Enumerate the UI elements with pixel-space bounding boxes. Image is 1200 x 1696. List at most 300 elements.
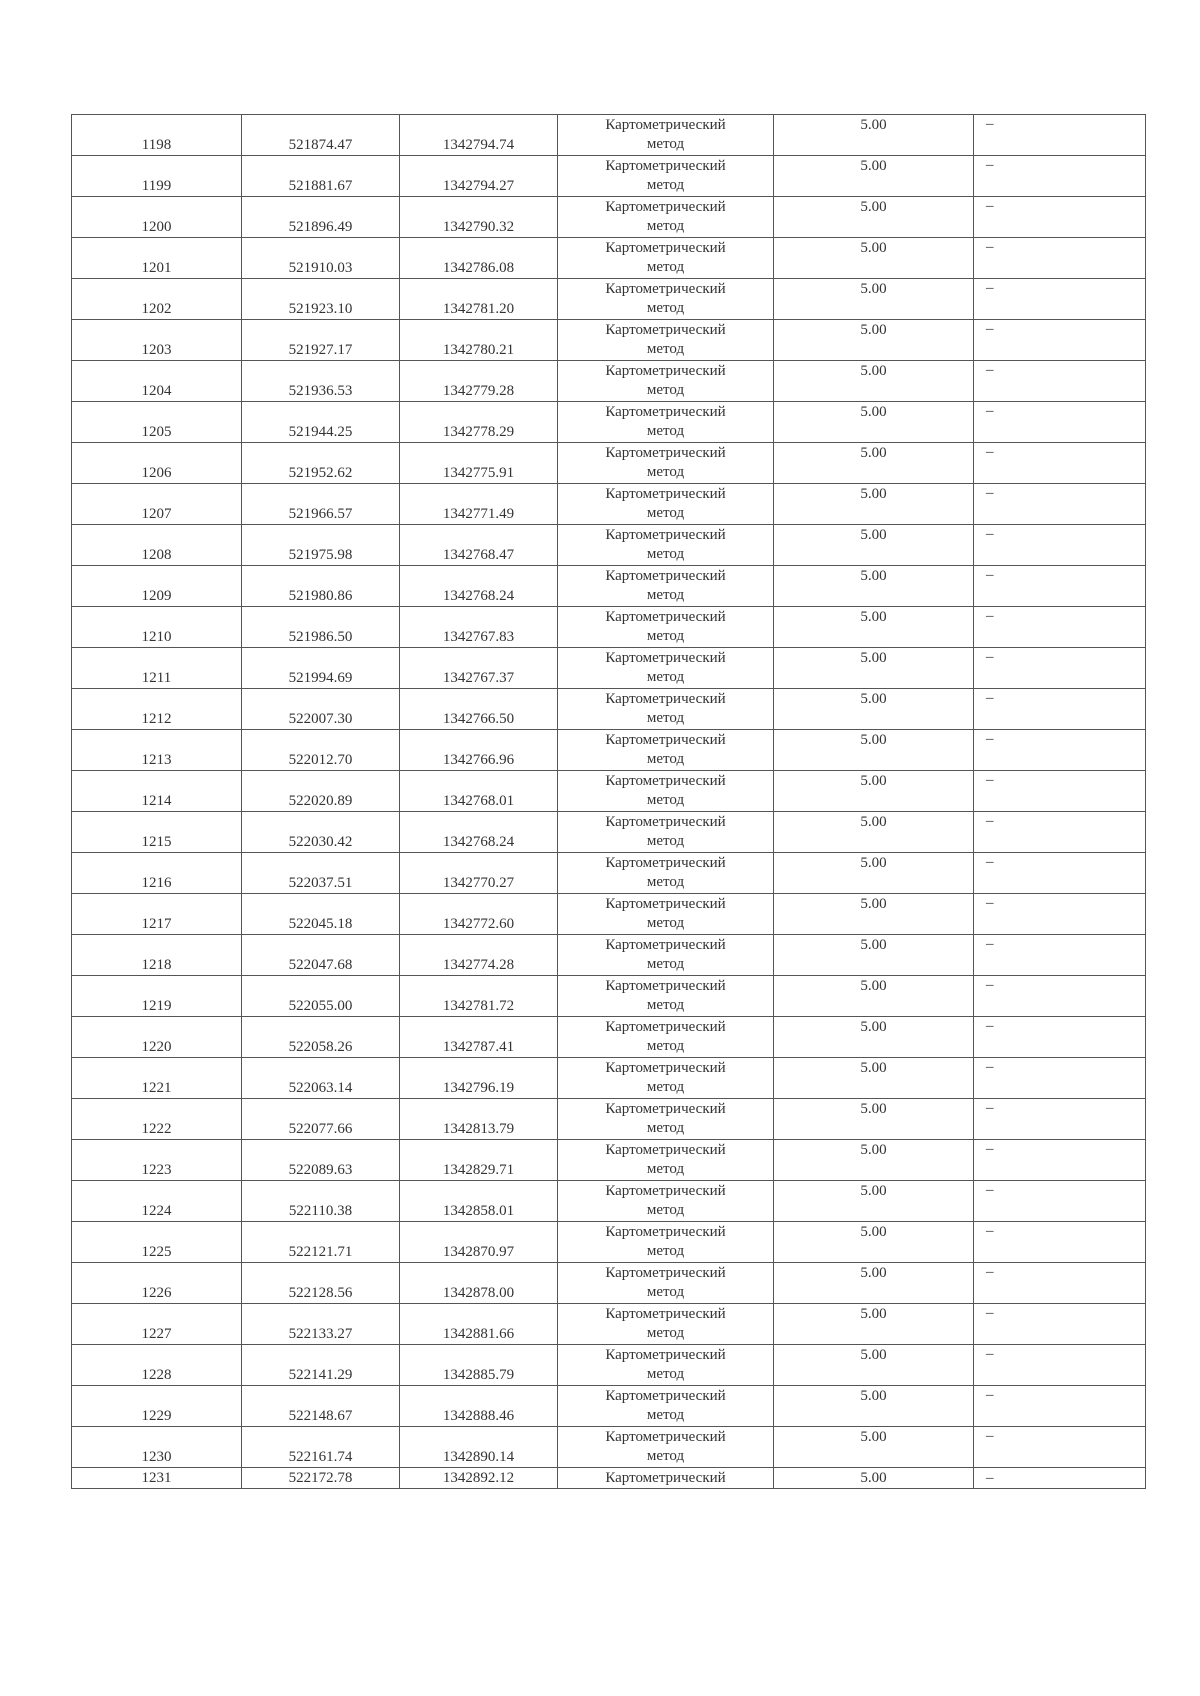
description-cell: – (974, 1427, 1146, 1468)
y-coordinate-cell: 1342775.91 (400, 443, 558, 484)
point-number-cell: 1220 (72, 1017, 242, 1058)
description-cell: – (974, 361, 1146, 402)
method-line-1: Картометрический (605, 1019, 726, 1035)
point-number-cell: 1211 (72, 648, 242, 689)
point-number-cell: 1227 (72, 1304, 242, 1345)
point-number-cell: 1213 (72, 730, 242, 771)
description-cell: – (974, 771, 1146, 812)
y-coordinate-cell: 1342767.83 (400, 607, 558, 648)
method-line-2: метод (646, 1366, 685, 1382)
table-row (72, 1427, 1146, 1468)
method-line-1: Картометрический (605, 650, 726, 666)
method-line-2: метод (646, 177, 685, 193)
table-row (72, 1017, 1146, 1058)
y-coordinate-cell: 1342888.46 (400, 1386, 558, 1427)
point-number-cell: 1215 (72, 812, 242, 853)
x-coordinate-cell: 521980.86 (242, 566, 400, 607)
method-line-2: метод (646, 669, 685, 685)
point-number-cell: 1202 (72, 279, 242, 320)
method-line-1: Картометрический (605, 896, 726, 912)
method-line-2: метод (646, 1161, 685, 1177)
method-line-2: метод (646, 382, 685, 398)
y-coordinate-cell: 1342768.47 (400, 525, 558, 566)
x-coordinate-cell: 522045.18 (242, 894, 400, 935)
description-cell: – (974, 648, 1146, 689)
point-number-cell: 1217 (72, 894, 242, 935)
method-line-1: Картометрический (605, 1183, 726, 1199)
x-coordinate-cell: 522133.27 (242, 1304, 400, 1345)
method-cell (558, 1304, 774, 1345)
accuracy-cell: 5.00 (774, 1386, 974, 1427)
y-coordinate-cell: 1342774.28 (400, 935, 558, 976)
table-row (72, 771, 1146, 812)
x-coordinate-cell: 522172.78 (242, 1468, 400, 1489)
method-line-2: метод (646, 792, 685, 808)
method-cell (558, 320, 774, 361)
accuracy-cell: 5.00 (774, 156, 974, 197)
x-coordinate-cell: 522058.26 (242, 1017, 400, 1058)
method-line-1: Картометрический (605, 281, 726, 297)
y-coordinate-cell: 1342794.74 (400, 115, 558, 156)
point-number-cell: 1204 (72, 361, 242, 402)
x-coordinate-cell: 522047.68 (242, 935, 400, 976)
description-cell: – (974, 1017, 1146, 1058)
method-cell (558, 894, 774, 935)
y-coordinate-cell: 1342770.27 (400, 853, 558, 894)
x-coordinate-cell: 522161.74 (242, 1427, 400, 1468)
y-coordinate-cell: 1342766.96 (400, 730, 558, 771)
method-cell (558, 1017, 774, 1058)
y-coordinate-cell: 1342881.66 (400, 1304, 558, 1345)
accuracy-cell: 5.00 (774, 1468, 974, 1489)
method-line-2: метод (646, 915, 685, 931)
method-line-2: метод (646, 218, 685, 234)
point-number-cell: 1199 (72, 156, 242, 197)
accuracy-cell: 5.00 (774, 525, 974, 566)
y-coordinate-cell: 1342796.19 (400, 1058, 558, 1099)
method-line-2: метод (646, 1407, 685, 1423)
method-line-1: Картометрический (605, 527, 726, 543)
table-row (72, 197, 1146, 238)
method-cell (558, 525, 774, 566)
accuracy-cell: 5.00 (774, 1263, 974, 1304)
point-number-cell: 1225 (72, 1222, 242, 1263)
point-number-cell: 1224 (72, 1181, 242, 1222)
accuracy-cell: 5.00 (774, 115, 974, 156)
table-row (72, 1181, 1146, 1222)
method-cell (558, 1140, 774, 1181)
y-coordinate-cell: 1342870.97 (400, 1222, 558, 1263)
description-cell: – (974, 566, 1146, 607)
method-line-1: Картометрический (605, 855, 726, 871)
description-cell: – (974, 1181, 1146, 1222)
method-line-1: Картометрический (605, 937, 726, 953)
accuracy-cell: 5.00 (774, 402, 974, 443)
method-line-1: Картометрический (605, 158, 726, 174)
y-coordinate-cell: 1342786.08 (400, 238, 558, 279)
description-cell: – (974, 484, 1146, 525)
method-line-1: Картометрический (605, 240, 726, 256)
point-number-cell: 1203 (72, 320, 242, 361)
x-coordinate-cell: 522030.42 (242, 812, 400, 853)
table-row (72, 1099, 1146, 1140)
method-line-2: метод (646, 464, 685, 480)
table-row (72, 1386, 1146, 1427)
method-cell (558, 238, 774, 279)
y-coordinate-cell: 1342768.01 (400, 771, 558, 812)
point-number-cell: 1218 (72, 935, 242, 976)
method-cell (558, 976, 774, 1017)
method-cell (558, 648, 774, 689)
table-row (72, 935, 1146, 976)
method-cell (558, 361, 774, 402)
x-coordinate-cell: 522148.67 (242, 1386, 400, 1427)
description-cell: – (974, 1099, 1146, 1140)
method-line-2: метод (646, 956, 685, 972)
accuracy-cell: 5.00 (774, 1058, 974, 1099)
method-cell (558, 279, 774, 320)
method-line-2: метод (646, 1120, 685, 1136)
point-number-cell: 1201 (72, 238, 242, 279)
description-cell: – (974, 402, 1146, 443)
method-cell (558, 771, 774, 812)
method-line-1: Картометрический (605, 1347, 726, 1363)
method-line-1: Картометрический (605, 1101, 726, 1117)
description-cell: – (974, 115, 1146, 156)
method-cell (558, 689, 774, 730)
method-line-2: метод (646, 1325, 685, 1341)
table-row-last (72, 1468, 1146, 1489)
method-line-1: Картометрический (605, 773, 726, 789)
table-row (72, 402, 1146, 443)
point-number-cell: 1214 (72, 771, 242, 812)
y-coordinate-cell: 1342772.60 (400, 894, 558, 935)
point-number-cell: 1229 (72, 1386, 242, 1427)
method-cell (558, 1181, 774, 1222)
description-cell: – (974, 607, 1146, 648)
method-line-2: метод (646, 833, 685, 849)
point-number-cell: 1221 (72, 1058, 242, 1099)
accuracy-cell: 5.00 (774, 853, 974, 894)
accuracy-cell: 5.00 (774, 935, 974, 976)
point-number-cell: 1223 (72, 1140, 242, 1181)
method-line-2: метод (646, 505, 685, 521)
accuracy-cell: 5.00 (774, 1099, 974, 1140)
accuracy-cell: 5.00 (774, 1140, 974, 1181)
accuracy-cell: 5.00 (774, 484, 974, 525)
point-number-cell: 1208 (72, 525, 242, 566)
method-line-1: Картометрический (605, 691, 726, 707)
table-row (72, 607, 1146, 648)
x-coordinate-cell: 521975.98 (242, 525, 400, 566)
method-line-1: Картометрический (605, 609, 726, 625)
method-line-2: метод (646, 751, 685, 767)
table-row (72, 1304, 1146, 1345)
y-coordinate-cell: 1342790.32 (400, 197, 558, 238)
table-row (72, 443, 1146, 484)
method-cell (558, 1263, 774, 1304)
method-line-2: метод (646, 1202, 685, 1218)
x-coordinate-cell: 522020.89 (242, 771, 400, 812)
method-line-2: метод (646, 423, 685, 439)
method-line-1: Картометрический (605, 1388, 726, 1404)
method-cell (558, 1345, 774, 1386)
x-coordinate-cell: 521927.17 (242, 320, 400, 361)
y-coordinate-cell: 1342768.24 (400, 566, 558, 607)
y-coordinate-cell: 1342780.21 (400, 320, 558, 361)
description-cell: – (974, 156, 1146, 197)
x-coordinate-cell: 521986.50 (242, 607, 400, 648)
method-line-2: метод (646, 341, 685, 357)
description-cell: – (974, 279, 1146, 320)
method-line-2: метод (646, 1284, 685, 1300)
method-cell (558, 402, 774, 443)
x-coordinate-cell: 521923.10 (242, 279, 400, 320)
accuracy-cell: 5.00 (774, 279, 974, 320)
method-line-1: Картометрический (605, 732, 726, 748)
description-cell: – (974, 197, 1146, 238)
point-number-cell: 1230 (72, 1427, 242, 1468)
method-cell (558, 115, 774, 156)
description-cell: – (974, 1058, 1146, 1099)
table-row (72, 648, 1146, 689)
table-row (72, 976, 1146, 1017)
y-coordinate-cell: 1342829.71 (400, 1140, 558, 1181)
point-number-cell: 1198 (72, 115, 242, 156)
x-coordinate-cell: 521936.53 (242, 361, 400, 402)
point-number-cell: 1216 (72, 853, 242, 894)
table-row (72, 812, 1146, 853)
method-line-1: Картометрический (605, 1429, 726, 1445)
x-coordinate-cell: 521952.62 (242, 443, 400, 484)
description-cell: – (974, 894, 1146, 935)
method-line-1: Картометрический (605, 978, 726, 994)
accuracy-cell: 5.00 (774, 443, 974, 484)
method-cell (558, 853, 774, 894)
method-line-1: Картометрический (605, 199, 726, 215)
table-row (72, 1263, 1146, 1304)
x-coordinate-cell: 521994.69 (242, 648, 400, 689)
table-row (72, 525, 1146, 566)
x-coordinate-cell: 521944.25 (242, 402, 400, 443)
method-line-2: метод (646, 1448, 685, 1464)
description-cell: – (974, 1304, 1146, 1345)
method-cell (558, 935, 774, 976)
point-number-cell: 1212 (72, 689, 242, 730)
y-coordinate-cell: 1342771.49 (400, 484, 558, 525)
method-line-2: метод (646, 300, 685, 316)
x-coordinate-cell: 522121.71 (242, 1222, 400, 1263)
table-row (72, 115, 1146, 156)
accuracy-cell: 5.00 (774, 320, 974, 361)
y-coordinate-cell: 1342890.14 (400, 1427, 558, 1468)
y-coordinate-cell: 1342892.12 (400, 1468, 558, 1489)
accuracy-cell: 5.00 (774, 894, 974, 935)
x-coordinate-cell: 522007.30 (242, 689, 400, 730)
method-cell (558, 156, 774, 197)
description-cell: – (974, 1468, 1146, 1489)
accuracy-cell: 5.00 (774, 566, 974, 607)
method-cell (558, 607, 774, 648)
table-row (72, 361, 1146, 402)
accuracy-cell: 5.00 (774, 1017, 974, 1058)
method-line-2: метод (646, 1038, 685, 1054)
accuracy-cell: 5.00 (774, 812, 974, 853)
y-coordinate-cell: 1342781.72 (400, 976, 558, 1017)
table-body (72, 115, 1146, 1489)
method-line-1: Картометрический (605, 1224, 726, 1240)
y-coordinate-cell: 1342767.37 (400, 648, 558, 689)
y-coordinate-cell: 1342768.24 (400, 812, 558, 853)
description-cell: – (974, 1140, 1146, 1181)
point-number-cell: 1228 (72, 1345, 242, 1386)
y-coordinate-cell: 1342779.28 (400, 361, 558, 402)
table-row (72, 1058, 1146, 1099)
method-cell (558, 812, 774, 853)
accuracy-cell: 5.00 (774, 648, 974, 689)
description-cell: – (974, 689, 1146, 730)
method-line-1: Картометрический (605, 363, 726, 379)
x-coordinate-cell: 522077.66 (242, 1099, 400, 1140)
table-row (72, 730, 1146, 771)
x-coordinate-cell: 522063.14 (242, 1058, 400, 1099)
description-cell: – (974, 525, 1146, 566)
x-coordinate-cell: 522089.63 (242, 1140, 400, 1181)
table-row (72, 1345, 1146, 1386)
accuracy-cell: 5.00 (774, 1181, 974, 1222)
point-number-cell: 1219 (72, 976, 242, 1017)
method-cell (558, 730, 774, 771)
table-row (72, 156, 1146, 197)
point-number-cell: 1210 (72, 607, 242, 648)
method-line-1: Картометрический (605, 568, 726, 584)
point-number-cell: 1209 (72, 566, 242, 607)
accuracy-cell: 5.00 (774, 1427, 974, 1468)
y-coordinate-cell: 1342787.41 (400, 1017, 558, 1058)
method-cell (558, 1222, 774, 1263)
method-line-2: метод (646, 1079, 685, 1095)
accuracy-cell: 5.00 (774, 197, 974, 238)
description-cell: – (974, 853, 1146, 894)
method-line-1: Картометрический (605, 404, 726, 420)
y-coordinate-cell: 1342766.50 (400, 689, 558, 730)
method-line-1: Картометрический (605, 814, 726, 830)
method-line-1: Картометрический (605, 1060, 726, 1076)
description-cell: – (974, 1263, 1146, 1304)
y-coordinate-cell: 1342813.79 (400, 1099, 558, 1140)
accuracy-cell: 5.00 (774, 607, 974, 648)
description-cell: – (974, 1222, 1146, 1263)
description-cell: – (974, 935, 1146, 976)
x-coordinate-cell: 521910.03 (242, 238, 400, 279)
description-cell: – (974, 443, 1146, 484)
method-cell (558, 566, 774, 607)
coordinates-table (71, 114, 1146, 1489)
x-coordinate-cell: 522012.70 (242, 730, 400, 771)
method-line-2: метод (646, 628, 685, 644)
y-coordinate-cell: 1342794.27 (400, 156, 558, 197)
accuracy-cell: 5.00 (774, 689, 974, 730)
method-line-2: метод (646, 136, 685, 152)
method-cell (558, 484, 774, 525)
point-number-cell: 1200 (72, 197, 242, 238)
method-line-1: Картометрический (605, 486, 726, 502)
method-line-1: Картометрический (605, 1265, 726, 1281)
table-row (72, 1222, 1146, 1263)
x-coordinate-cell: 522055.00 (242, 976, 400, 1017)
table-row (72, 484, 1146, 525)
method-cell (558, 197, 774, 238)
method-line-1: Картометрический (605, 1469, 726, 1486)
method-line-1: Картометрический (605, 445, 726, 461)
method-line-2: метод (646, 997, 685, 1013)
method-line-2: метод (646, 710, 685, 726)
table-row (72, 320, 1146, 361)
x-coordinate-cell: 521896.49 (242, 197, 400, 238)
point-number-cell: 1207 (72, 484, 242, 525)
description-cell: – (974, 976, 1146, 1017)
table-row (72, 566, 1146, 607)
x-coordinate-cell: 522141.29 (242, 1345, 400, 1386)
accuracy-cell: 5.00 (774, 730, 974, 771)
description-cell: – (974, 320, 1146, 361)
accuracy-cell: 5.00 (774, 1304, 974, 1345)
accuracy-cell: 5.00 (774, 238, 974, 279)
method-line-2: метод (646, 1243, 685, 1259)
x-coordinate-cell: 522110.38 (242, 1181, 400, 1222)
x-coordinate-cell: 522037.51 (242, 853, 400, 894)
method-line-1: Картометрический (605, 1142, 726, 1158)
table-row (72, 279, 1146, 320)
point-number-cell: 1205 (72, 402, 242, 443)
accuracy-cell: 5.00 (774, 1222, 974, 1263)
method-cell (558, 1099, 774, 1140)
table-row (72, 689, 1146, 730)
table-row (72, 238, 1146, 279)
y-coordinate-cell: 1342778.29 (400, 402, 558, 443)
point-number-cell: 1222 (72, 1099, 242, 1140)
table-row (72, 894, 1146, 935)
x-coordinate-cell: 522128.56 (242, 1263, 400, 1304)
method-line-1: Картометрический (605, 322, 726, 338)
y-coordinate-cell: 1342781.20 (400, 279, 558, 320)
method-cell (558, 443, 774, 484)
method-line-1: Картометрический (605, 117, 726, 133)
method-line-2: метод (646, 259, 685, 275)
point-number-cell: 1206 (72, 443, 242, 484)
y-coordinate-cell: 1342878.00 (400, 1263, 558, 1304)
description-cell: – (974, 1386, 1146, 1427)
method-cell (558, 1468, 774, 1489)
y-coordinate-cell: 1342885.79 (400, 1345, 558, 1386)
method-line-2: метод (646, 874, 685, 890)
accuracy-cell: 5.00 (774, 1345, 974, 1386)
method-line-1: Картометрический (605, 1306, 726, 1322)
table-row (72, 853, 1146, 894)
point-number-cell: 1231 (72, 1468, 242, 1489)
description-cell: – (974, 238, 1146, 279)
x-coordinate-cell: 521874.47 (242, 115, 400, 156)
description-cell: – (974, 812, 1146, 853)
accuracy-cell: 5.00 (774, 771, 974, 812)
x-coordinate-cell: 521881.67 (242, 156, 400, 197)
method-cell (558, 1386, 774, 1427)
table-row (72, 1140, 1146, 1181)
y-coordinate-cell: 1342858.01 (400, 1181, 558, 1222)
method-cell (558, 1427, 774, 1468)
accuracy-cell: 5.00 (774, 976, 974, 1017)
accuracy-cell: 5.00 (774, 361, 974, 402)
